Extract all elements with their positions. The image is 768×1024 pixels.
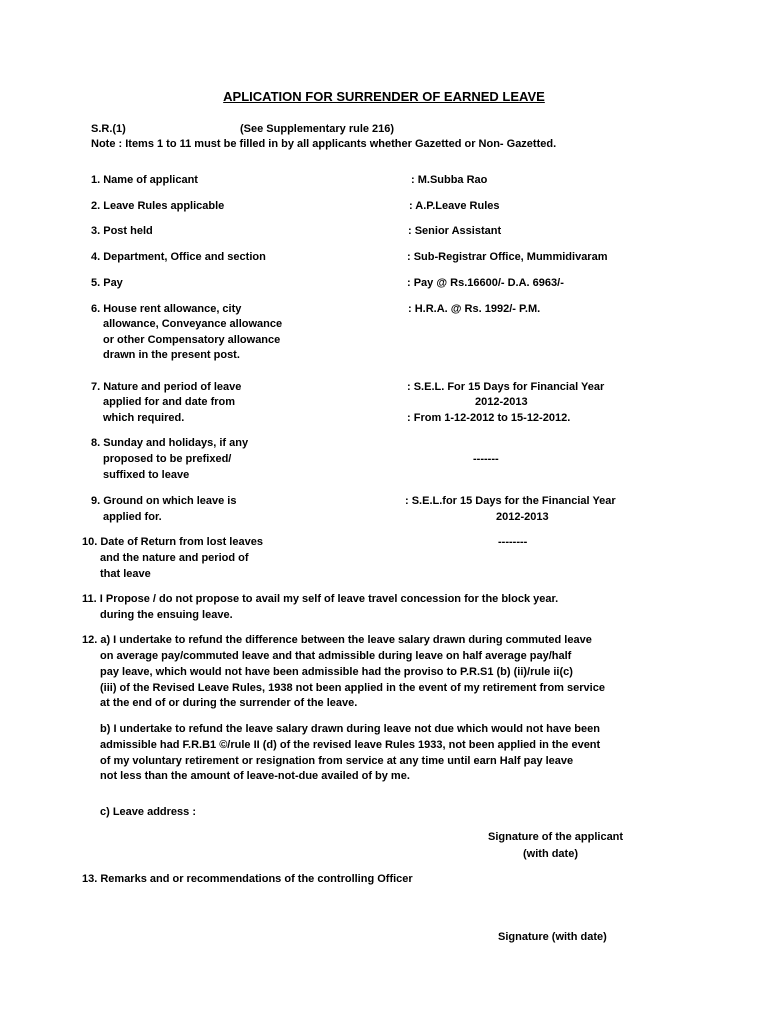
item-10-label-line-2: and the nature and period of <box>100 552 249 564</box>
item-6-label-line-2: allowance, Conveyance allowance <box>103 318 283 330</box>
item-12a-line-3: pay leave, which would not have been admissible had the proviso to P.R.S1 (b) (ii)/rule ii(c) <box>100 666 573 678</box>
item-3-label: 3. Post held <box>91 225 153 237</box>
item-8-label-line-1: 8. Sunday and holidays, if any <box>91 437 249 449</box>
item-13-remarks: 13. Remarks and or recommendations of the controlling Officer <box>82 873 413 885</box>
instructions-note: Note : Items 1 to 11 must be filled in by all applicants whether Gazetted or Non- Gazetted. <box>91 138 557 150</box>
supplementary-rule-reference: (See Supplementary rule 216) <box>240 123 395 135</box>
item-12a-line-1: 12. a) I undertake to refund the difference between the leave salary drawn during commuted leave <box>82 634 592 646</box>
item-7-value-line-1: : S.E.L. For 15 Days for Financial Year <box>407 381 605 393</box>
item-5-label: 5. Pay <box>91 277 123 289</box>
item-6-label-line-4: drawn in the present post. <box>103 349 240 361</box>
leave-address-label: c) Leave address : <box>100 806 196 818</box>
item-6-label-line-3: or other Compensatory allowance <box>103 334 281 346</box>
item-8-label-line-2: proposed to be prefixed/ <box>103 453 232 465</box>
item-7-label-line-3: which required. <box>103 412 185 424</box>
item-12b-line-2: admissible had F.R.B1 ©/rule II (d) of the revised leave Rules 1933, not been applied in the event <box>100 739 601 751</box>
applicant-signature-label: Signature of the applicant <box>488 831 624 843</box>
item-12a-line-2: on average pay/commuted leave and that admissible during leave on half average pay/half <box>100 650 572 662</box>
applicant-signature-date-label: (with date) <box>523 848 578 860</box>
item-7-label-line-2: applied for and date from <box>103 396 236 408</box>
item-12a-line-5: at the end of or during the surrender of the leave. <box>100 697 358 709</box>
item-11-line-2: during the ensuing leave. <box>100 609 233 621</box>
item-9-label-line-1: 9. Ground on which leave is <box>91 495 237 507</box>
item-2-label: 2. Leave Rules applicable <box>91 200 225 212</box>
sr-reference: S.R.(1) <box>91 123 126 135</box>
item-11-line-1: 11. I Propose / do not propose to avail my self of leave travel concession for the block year. <box>82 593 559 605</box>
officer-signature-label: Signature (with date) <box>498 931 607 943</box>
item-3-value: : Senior Assistant <box>408 225 502 237</box>
item-6-value: : H.R.A. @ Rs. 1992/- P.M. <box>408 303 541 315</box>
item-12b-line-1: b) I undertake to refund the leave salary drawn during leave not due which would not have been <box>100 723 600 735</box>
item-2-value: : A.P.Leave Rules <box>409 200 500 212</box>
item-1-value: : M.Subba Rao <box>411 174 488 186</box>
item-9-value-line-2: 2012-2013 <box>496 511 549 523</box>
item-10-value: -------- <box>498 536 528 548</box>
item-4-label: 4. Department, Office and section <box>91 251 266 263</box>
item-7-value-line-3: : From 1-12-2012 to 15-12-2012. <box>407 412 571 424</box>
item-9-label-line-2: applied for. <box>103 511 162 523</box>
item-8-value: ------- <box>473 453 499 465</box>
item-12b-line-4: not less than the amount of leave-not-due availed of by me. <box>100 770 410 782</box>
item-7-value-line-2: 2012-2013 <box>475 396 528 408</box>
item-4-value: : Sub-Registrar Office, Mummidivaram <box>407 251 608 263</box>
item-12b-line-3: of my voluntary retirement or resignation from service at any time until earn Half pay leave <box>100 755 574 767</box>
item-1-label: 1. Name of applicant <box>91 174 198 186</box>
document-title: APLICATION FOR SURRENDER OF EARNED LEAVE <box>223 89 545 104</box>
item-10-label-line-3: that leave <box>100 568 151 580</box>
item-6-label-line-1: 6. House rent allowance, city <box>91 303 242 315</box>
item-10-label-line-1: 10. Date of Return from lost leaves <box>82 536 263 548</box>
item-5-value: : Pay @ Rs.16600/- D.A. 6963/- <box>407 277 564 289</box>
item-8-label-line-3: suffixed to leave <box>103 469 190 481</box>
item-12a-line-4: (iii) of the Revised Leave Rules, 1938 not been applied in the event of my retirement from service <box>100 682 605 694</box>
item-7-label-line-1: 7. Nature and period of leave <box>91 381 242 393</box>
item-9-value-line-1: : S.E.L.for 15 Days for the Financial Year <box>405 495 616 507</box>
